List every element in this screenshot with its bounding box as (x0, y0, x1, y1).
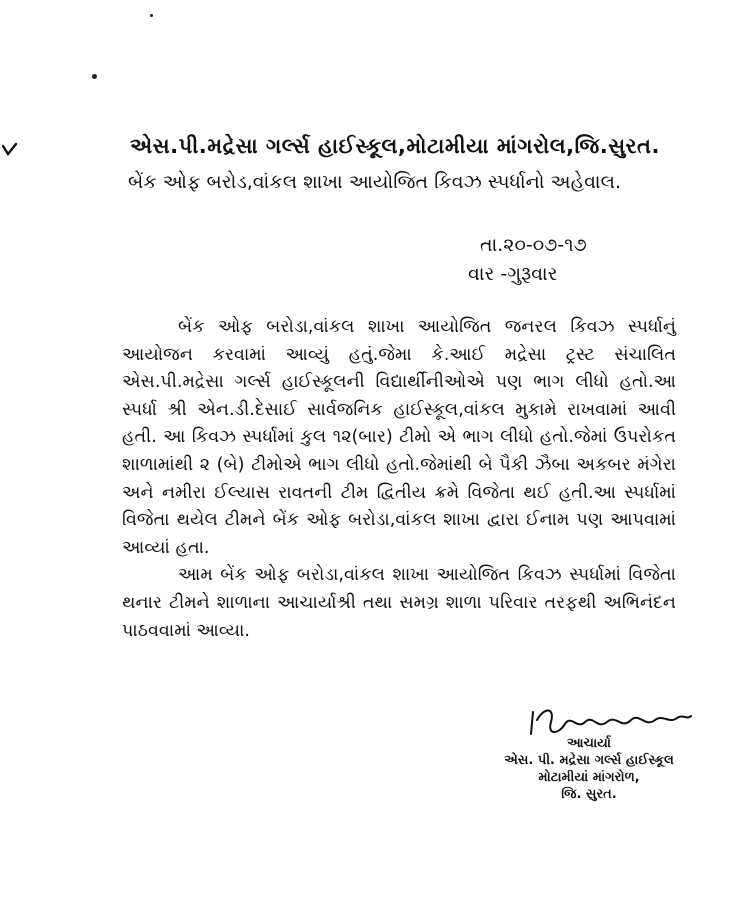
body-paragraph: બેંક ઓફ બરોડા,વાંકલ શાખા આયોજિત જનરલ કિવઝ સ્પર્ધાનું આયોજન કરવામાં આવ્યું હતું.જેમા કે.આઈ મદ્રેસા ટ્રસ્ટ સંચાલિત એસ.પી.મદ્રેસા ગર્લ્સ હાઈસ્કૂલની વિદ્યાર્થીનીઓએ પણ ભાગ લીધો હતો.આ સ્પર્ધા શ્રી એન.ડી.દેસાઈ સાર્વજનિક હાઈસ્કૂલ,વાંકલ મુકામે રાખવામાં આવી હતી. આ કિવઝ સ્પર્ધામાં કુલ ૧૨(બાર) ટીમો એ ભાગ લીધો હતો.જેમાં ઉપરોકત શાળામાંથી ૨ (બે) ટીમોએ ભાગ લીધો હતો.જેમાંથી બે પૈકી ઝૈબા અકબર મંગેરા અને નમીરા ઈલ્યાસ રાવતની ટીમ દ્વિતીય ક્રમે વિજેતા થઈ હતી.આ સ્પર્ધામાં વિજેતા થયેલ ટીમને બેંક ઓફ બરોડા,વાંકલ શાખા દ્વારા ઈનામ પણ આપવામાં આવ્યાં હતા. (122, 317, 676, 558)
margin-check-mark (2, 142, 18, 162)
stamp-title: આચાર્યા (567, 736, 611, 751)
stamp-district: જિ. સુરત. (561, 787, 617, 802)
principal-stamp (474, 735, 704, 803)
school-heading: એસ.પી.મદ્રેસા ગર્લ્સ હાઈસ્કૂલ,મોટામીયા માંગરોલ,જિ.સુરત. (130, 134, 660, 158)
report-date: તા.૨૦-૦૭-૧૭ (480, 234, 587, 256)
scan-speck (92, 74, 97, 79)
report-body (122, 314, 676, 645)
report-day: વાર -ગુરૂવાર (468, 263, 558, 285)
scan-speck (150, 14, 153, 17)
stamp-school: એસ. પી. મદ્રેસા ગર્લ્સ હાઈસ્કૂલ (504, 753, 674, 768)
stamp-place: મોટામીયાં માંગરોળ, (538, 770, 640, 785)
report-subject: બેંક ઓફ બરોડ,વાંકલ શાખા આયોજિત કિવઝ સ્પર્ધાનો અહેવાલ. (128, 171, 621, 193)
body-paragraph: આમ બેંક ઓફ બરોડા,વાંકલ શાખા આયોજિત કિવઝ સ્પર્ધામાં વિજેતા થનાર ટીમને શાળાના આચાર્યાશ્રી તથા સમગ્ર શાળા પરિવાર તરફથી અભિનંદન પાઠવવામાં આવ્યા. (122, 565, 676, 641)
